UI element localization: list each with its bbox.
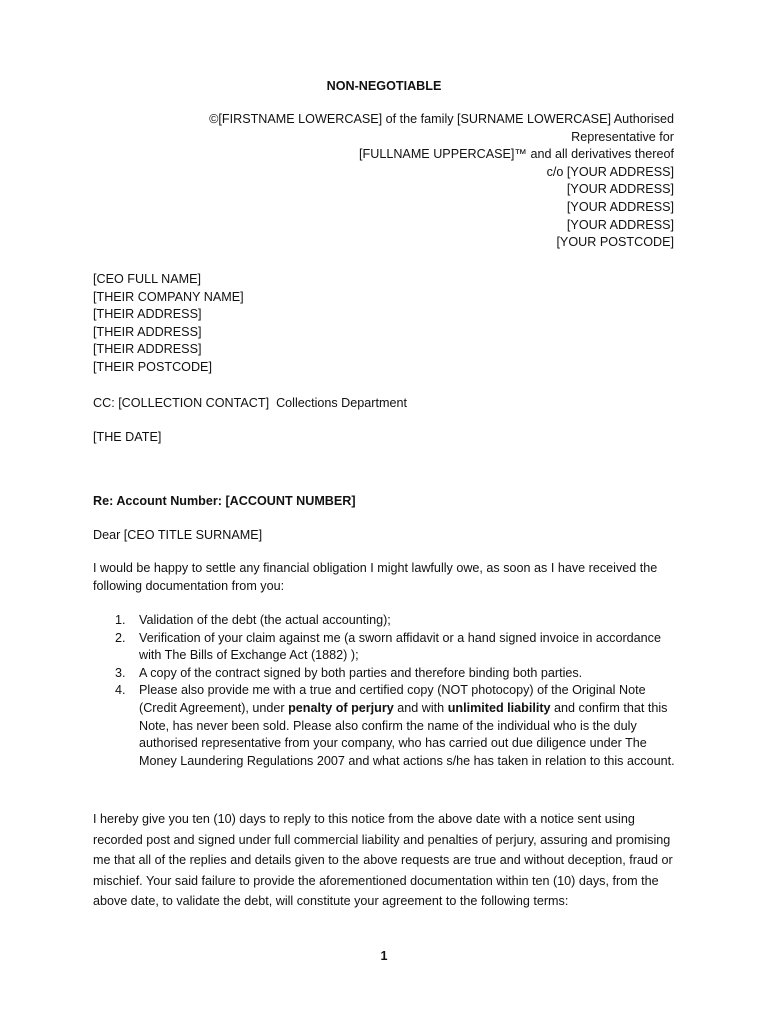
sender-address-block: [174, 111, 674, 252]
document-title: NON-NEGOTIABLE: [326, 79, 442, 93]
list-item-text: Verification of your claim against me (a sworn affidavit or a hand signed invoice in accordance with The Bills of Exchange Act (1882) );: [139, 630, 661, 663]
cc-line: CC: [COLLECTION CONTACT] Collections Department: [93, 396, 407, 410]
recipient-line: [THEIR POSTCODE]: [93, 359, 212, 374]
list-item-text: A copy of the contract signed by both parties and therefore binding both parties.: [139, 665, 583, 680]
page-number: 1: [380, 949, 388, 963]
list-item-text: [139, 683, 675, 767]
recipient-line: [THEIR COMPANY NAME]: [93, 289, 244, 304]
request-list: [93, 612, 677, 770]
sender-line: [YOUR ADDRESS]: [566, 217, 674, 232]
recipient-line: [THEIR ADDRESS]: [93, 307, 202, 322]
list-item: [93, 612, 677, 630]
sender-line: [FULLNAME UPPERCASE]™ and all derivatives thereof: [359, 147, 674, 162]
letter-date: [THE DATE]: [93, 430, 162, 444]
sender-line: c/o [YOUR ADDRESS]: [546, 164, 674, 179]
text-run: Please also provide me with a true and certified copy (NOT photocopy) of the Original Note (Credit Agreement), under: [139, 683, 646, 715]
list-number: 2.: [115, 630, 126, 645]
closing-paragraph: I hereby give you ten (10) days to reply to this notice from the above date with a notice sent using recorded post and signed under full commercial liability and penalties of perjury, assuring and promising me that all of the replies and details given to the above requests are true and without deception, fraud or mischief. Your said failure to provide the aforementioned documentation within ten (10) days, from the above date, to validate the debt, will constitute your agreement to the following terms:: [93, 812, 673, 908]
sender-line: [YOUR ADDRESS]: [566, 182, 674, 197]
recipient-line: [THEIR ADDRESS]: [93, 324, 202, 339]
list-number: 1.: [115, 613, 126, 627]
text-run: and with: [393, 700, 448, 715]
sender-line: [YOUR ADDRESS]: [566, 199, 674, 214]
list-item: [93, 630, 677, 665]
subject-line: Re: Account Number: [ACCOUNT NUMBER]: [93, 494, 356, 508]
recipient-line: [CEO FULL NAME]: [93, 272, 201, 286]
list-item: [93, 682, 677, 770]
text-run: and confirm that this Note, has never been sold. Please also confirm the name of the individual who is the duly authorised representative from your company, who has carried out due diligence under The Money Laundering Regulations 2007 and what actions s/he has taken in relation to this account.: [139, 700, 675, 768]
list-number: 3.: [115, 665, 126, 680]
sender-line: Representative for: [571, 129, 674, 144]
list-item: [93, 665, 677, 683]
bold-phrase-unlimited-liability: unlimited liability: [447, 700, 551, 715]
recipient-line: [THEIR ADDRESS]: [93, 342, 202, 357]
list-number: 4.: [115, 683, 126, 698]
salutation: Dear [CEO TITLE SURNAME]: [93, 528, 263, 542]
recipient-address-block: [93, 271, 244, 377]
bold-phrase-perjury: penalty of perjury: [288, 700, 394, 715]
list-item-text: Validation of the debt (the actual accounting);: [139, 613, 391, 627]
sender-line: [YOUR POSTCODE]: [556, 235, 674, 250]
intro-paragraph: I would be happy to settle any financial obligation I might lawfully owe, as soon as I have received the following documentation from you:: [93, 561, 658, 593]
sender-line: ©[FIRSTNAME LOWERCASE] of the family [SURNAME LOWERCASE] Authorised: [209, 112, 674, 126]
